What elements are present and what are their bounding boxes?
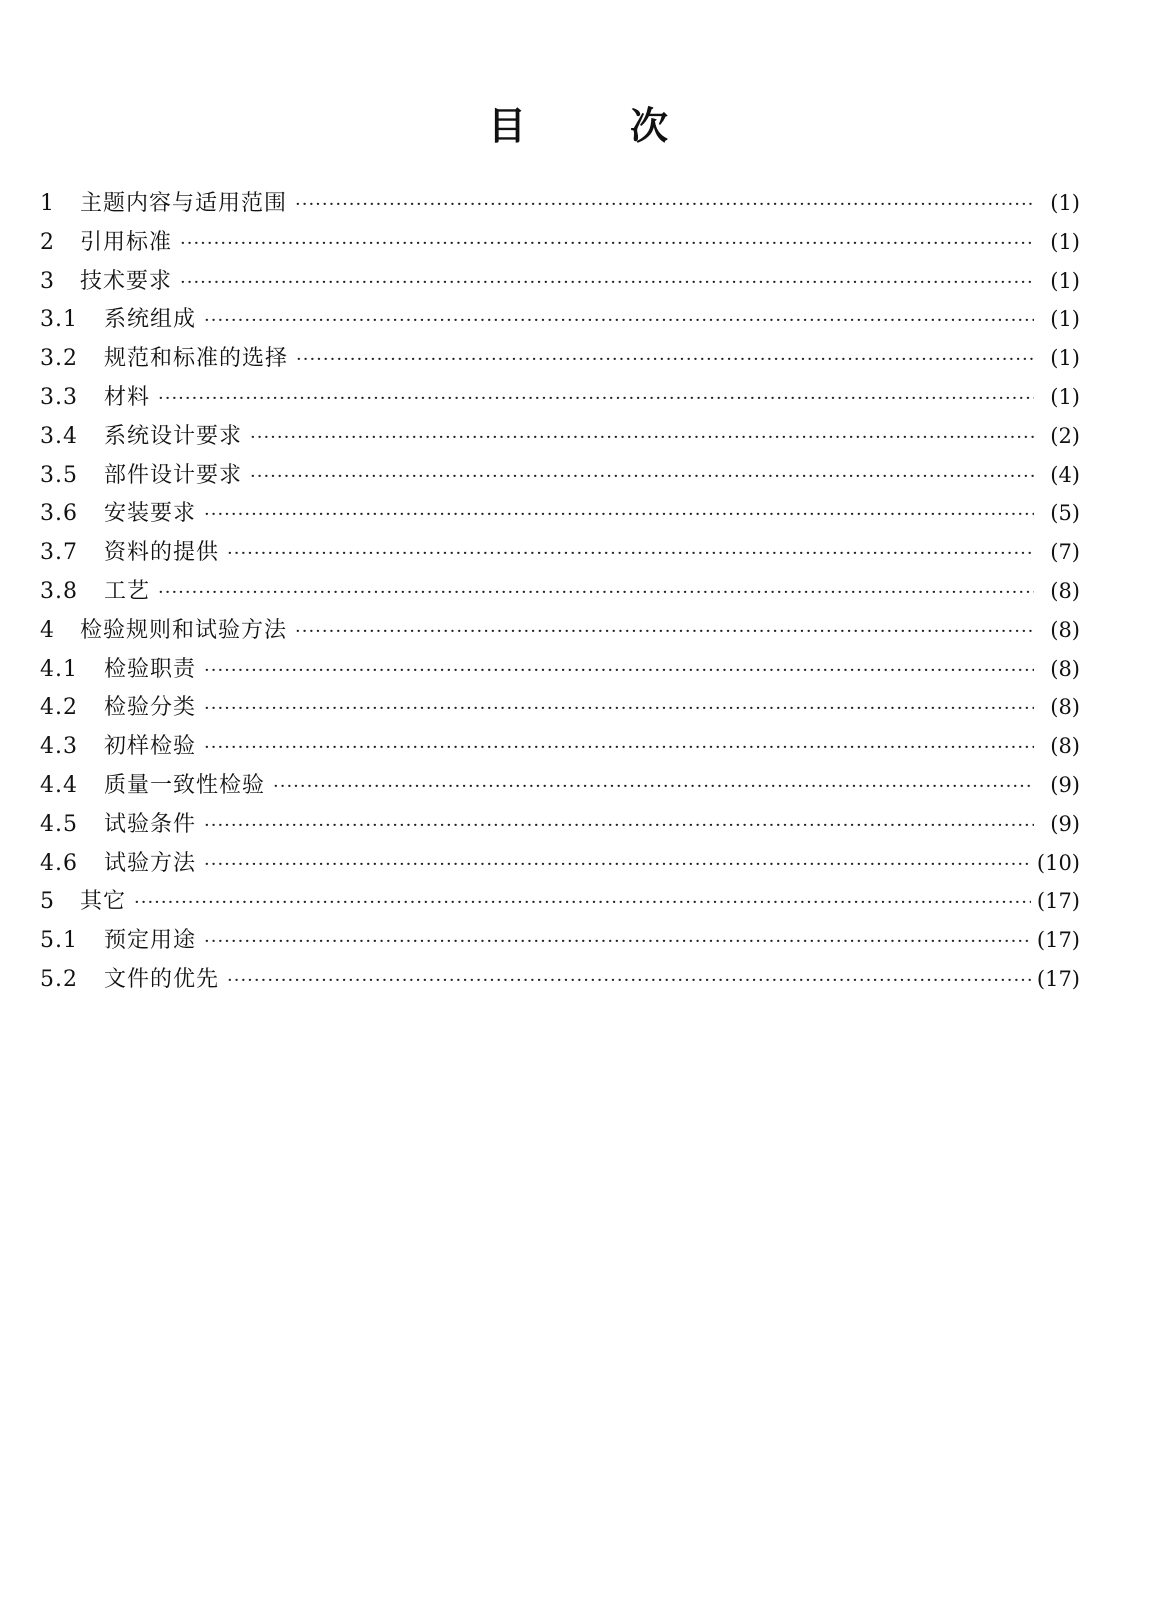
page-title (0, 102, 1156, 150)
toc-leader-dots (204, 652, 1034, 691)
toc-leader-dots (295, 186, 1034, 225)
toc-entry[interactable] (40, 339, 1080, 378)
toc-entry-number: 4.2 (40, 695, 78, 721)
toc-entry-page: (8) (1050, 695, 1080, 720)
toc-entry[interactable] (40, 650, 1080, 689)
toc-entry-label: 文件的优先 (104, 966, 220, 992)
toc-entry[interactable] (40, 882, 1080, 921)
toc-entry-number: 3.6 (40, 501, 78, 527)
toc-entry[interactable] (40, 844, 1080, 883)
toc-entry-number: 4 (40, 617, 55, 643)
toc-entry[interactable] (40, 688, 1080, 727)
toc-leader-dots (204, 846, 1031, 885)
toc-entry[interactable] (40, 727, 1080, 766)
toc-leader-dots (134, 884, 1031, 923)
toc-entry-number: 3.5 (40, 462, 78, 488)
toc-entry-page: (9) (1050, 811, 1080, 836)
toc-entry-number: 4.3 (40, 734, 78, 760)
toc-leader-dots (204, 690, 1034, 729)
toc-entry[interactable] (40, 417, 1080, 456)
page-title-char-1: 目 (487, 104, 526, 148)
toc-entry-label: 质量一致性检验 (104, 772, 266, 798)
toc-entry[interactable] (40, 184, 1080, 223)
toc-entry[interactable] (40, 456, 1080, 495)
toc-entry-number: 2 (40, 229, 55, 255)
toc-entry-label: 其它 (80, 889, 127, 915)
toc-entry-number: 4.6 (40, 850, 78, 876)
toc-entry[interactable] (40, 572, 1080, 611)
toc-entry-label: 安装要求 (104, 501, 197, 527)
toc-entry-number: 4.1 (40, 656, 78, 682)
toc-entry-number: 5.1 (40, 928, 78, 954)
toc-entry-number: 4.4 (40, 772, 78, 798)
toc-entry-label: 系统设计要求 (104, 423, 243, 449)
toc-entry-page: (10) (1036, 850, 1080, 875)
toc-entry-page: (8) (1050, 578, 1080, 603)
toc-leader-dots (227, 535, 1034, 574)
toc-entry-number: 3.8 (40, 578, 78, 604)
toc-entry-number: 5 (40, 889, 55, 915)
toc-entry[interactable] (40, 300, 1080, 339)
toc-entry[interactable] (40, 378, 1080, 417)
toc-entry-number: 1 (40, 191, 55, 216)
toc-entry-label: 规范和标准的选择 (104, 346, 289, 372)
toc-leader-dots (158, 380, 1034, 419)
toc-entry-page: (17) (1036, 928, 1080, 953)
toc-entry-label: 检验分类 (104, 695, 197, 721)
toc-entry-label: 系统组成 (104, 307, 197, 333)
toc-entry-page: (1) (1050, 384, 1080, 409)
toc-entry[interactable] (40, 533, 1080, 572)
toc-leader-dots (204, 923, 1031, 962)
toc-leader-dots (295, 613, 1034, 652)
toc-entry-number: 3.4 (40, 423, 78, 449)
toc-leader-dots (204, 496, 1034, 535)
toc-entry-page: (4) (1050, 462, 1080, 487)
toc-entry[interactable] (40, 766, 1080, 805)
toc-entry-page: (17) (1036, 966, 1080, 991)
toc-leader-dots (204, 807, 1034, 846)
toc-entry-number: 3.2 (40, 346, 78, 372)
toc-entry-label: 检验规则和试验方法 (80, 617, 288, 643)
toc-entry-label: 检验职责 (104, 656, 197, 682)
toc-entry-page: (5) (1050, 501, 1080, 526)
toc-entry-page: (1) (1050, 307, 1080, 332)
toc-entry-label: 初样检验 (104, 734, 197, 760)
toc-leader-dots (158, 574, 1034, 613)
toc-entry-label: 部件设计要求 (104, 462, 243, 488)
toc-entry-label: 工艺 (104, 578, 151, 604)
toc-entry-page: (1) (1050, 229, 1080, 254)
toc-leader-dots (273, 768, 1034, 807)
toc-leader-dots (227, 962, 1031, 1001)
toc-entry-page: (7) (1050, 540, 1080, 565)
toc-entry-label: 材料 (104, 384, 151, 410)
toc-leader-dots (250, 419, 1034, 458)
toc-entry-page: (9) (1050, 772, 1080, 797)
toc-entry[interactable] (40, 805, 1080, 844)
toc-entry-label: 预定用途 (104, 928, 197, 954)
toc-entry-number: 4.5 (40, 811, 78, 837)
toc-entry-page: (17) (1036, 889, 1080, 914)
toc-entry[interactable] (40, 494, 1080, 533)
toc-leader-dots (296, 341, 1034, 380)
toc-entry-label: 技术要求 (80, 268, 173, 294)
toc-leader-dots (204, 302, 1034, 341)
toc-leader-dots (250, 458, 1034, 497)
toc-entry-label: 引用标准 (80, 229, 173, 255)
toc-entry-number: 3.3 (40, 384, 78, 410)
toc-entry[interactable] (40, 960, 1080, 999)
toc-entry[interactable] (40, 223, 1080, 262)
toc-entry[interactable] (40, 921, 1080, 960)
toc-entry-page: (1) (1050, 346, 1080, 371)
page-title-char-2: 次 (630, 104, 669, 148)
toc-entry-label: 试验条件 (104, 811, 197, 837)
toc-leader-dots (204, 729, 1034, 768)
table-of-contents (40, 184, 1080, 999)
toc-entry-label: 主题内容与适用范围 (80, 191, 288, 216)
toc-entry-label: 试验方法 (104, 850, 197, 876)
toc-entry-number: 5.2 (40, 966, 78, 992)
toc-entry-label: 资料的提供 (104, 540, 220, 566)
toc-entry-page: (1) (1050, 268, 1080, 293)
toc-entry-page: (8) (1050, 734, 1080, 759)
toc-entry-number: 3 (40, 268, 55, 294)
toc-entry-page: (1) (1050, 191, 1080, 215)
toc-entry-number: 3.7 (40, 540, 78, 566)
toc-leader-dots (180, 225, 1034, 264)
toc-entry-page: (8) (1050, 617, 1080, 642)
toc-entry-page: (2) (1050, 423, 1080, 448)
toc-entry[interactable] (40, 262, 1080, 301)
toc-entry-page: (8) (1050, 656, 1080, 681)
toc-leader-dots (180, 264, 1034, 303)
toc-entry-number: 3.1 (40, 307, 78, 333)
toc-entry[interactable] (40, 611, 1080, 650)
